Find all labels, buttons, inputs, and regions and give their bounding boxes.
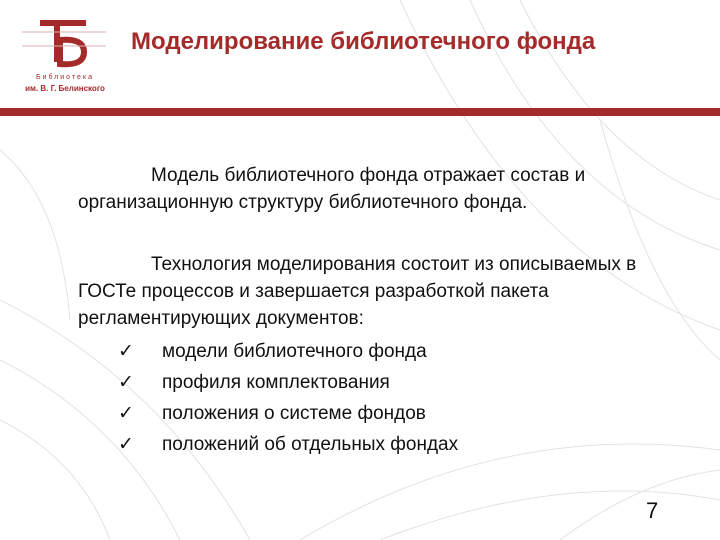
logo-caption-name: им. В. Г. Белинского: [25, 84, 105, 93]
list-item: [118, 367, 458, 398]
page-number: 7: [646, 498, 659, 523]
checkmark-icon: ✓: [118, 402, 134, 424]
list-item: [118, 398, 458, 429]
documents-list: [118, 336, 458, 460]
paragraph-model-text: Модель библиотечного фонда отражает состав и организационную структуру библиотечного фонда.: [78, 165, 586, 213]
checkmark-icon: ✓: [118, 433, 134, 455]
list-item: [118, 429, 458, 460]
list-item-text: положений об отдельных фондах: [162, 434, 459, 455]
list-item-text: положения о системе фондов: [162, 403, 426, 424]
list-item-text: модели библиотечного фонда: [162, 341, 427, 362]
checkmark-icon: ✓: [118, 340, 134, 362]
paragraph-model: [78, 162, 688, 216]
list-item-text: профиля комплектования: [162, 372, 390, 393]
title-divider: [0, 108, 720, 116]
slide-title: Моделирование библиотечного фонда: [131, 28, 596, 55]
checkmark-icon: ✓: [118, 371, 134, 393]
paragraph-technology: [78, 251, 688, 332]
paragraph-technology-text: Технология моделирования состоит из описываемых в ГОСТе процессов и завершается разработкой пакета регламентирующих документов:: [78, 254, 637, 329]
logo-caption-library: Библиотека: [35, 74, 95, 81]
library-logo-icon: [18, 14, 110, 76]
list-item: [118, 336, 458, 367]
